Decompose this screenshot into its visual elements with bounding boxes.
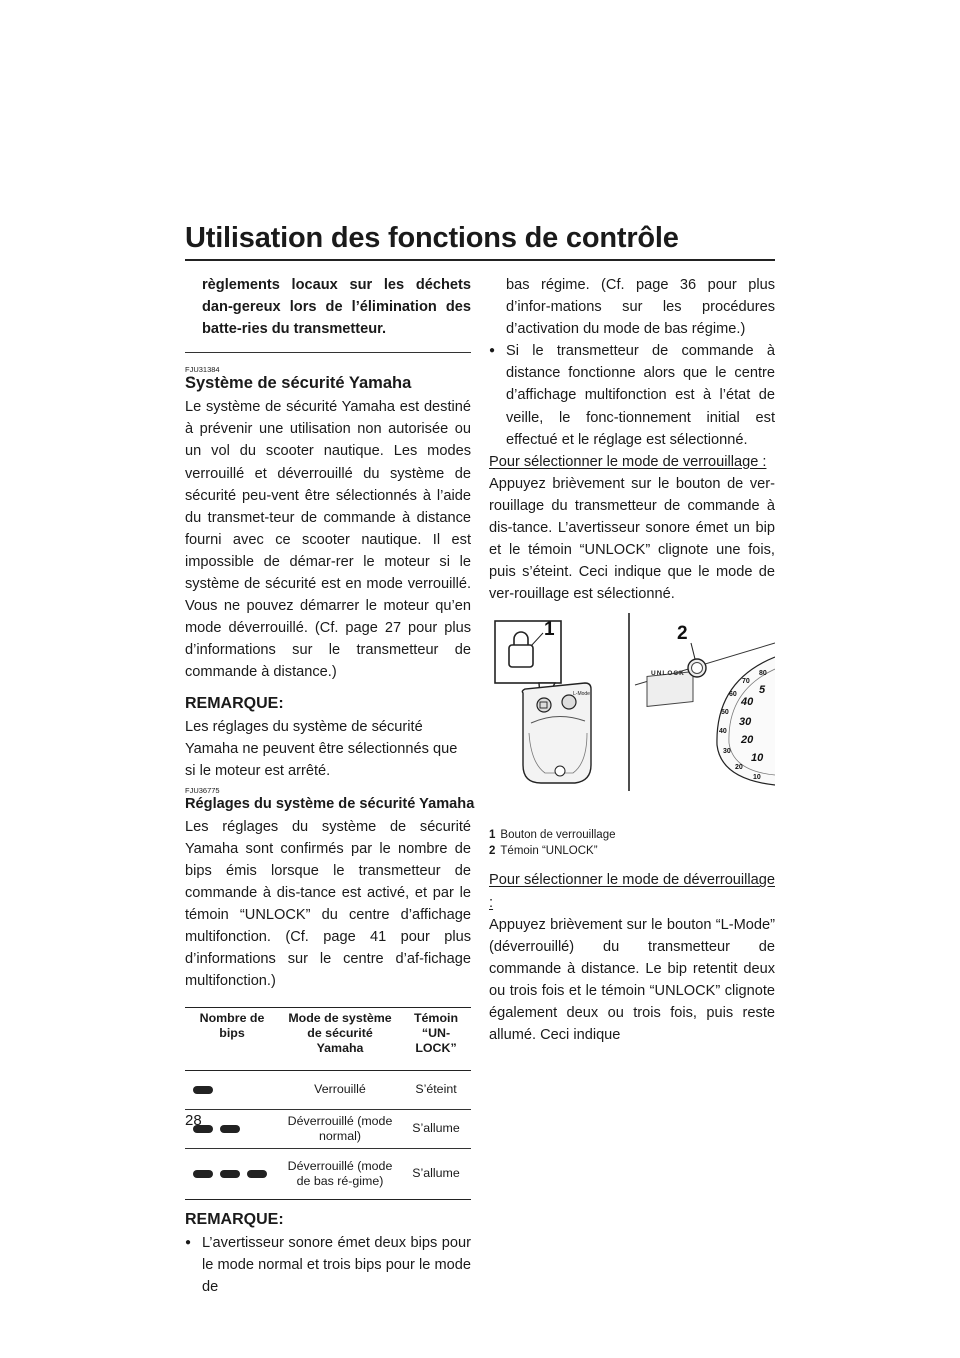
beep-icon [193,1170,213,1178]
section-code: FJU31384 [185,365,220,375]
table-cell: S’éteint [401,1070,471,1109]
table-header: Mode de système de sécurité Yamaha [279,1007,401,1070]
section-code: FJU36775 [185,785,220,795]
note-bullet: ● L’avertisseur sonore émet deux bips pour le mode normal et trois bips pour le mode de [185,1232,471,1298]
page-title: Utilisation des fonctions de contrôle [185,222,679,254]
left-column [185,274,475,1298]
section-body-settings: Les réglages du système de sécurité Yamaha sont confirmés par le nombre de bips émis lorsque le transmetteur de commande à dis-tance est activé, et par le témoin “UNLOCK” du centre d’affichage multifonction. (Cf. page 41 pour plus d’informations sur le centre d’af-fichage multifonction.) [185,818,471,990]
lock-heading: Pour sélectionner le mode de verrouillage : [489,453,767,470]
scale-label: 30 [739,716,752,729]
title-rule [185,259,775,261]
scale-label: 80 [759,670,767,678]
scale-label: 5 [759,684,766,697]
note-text: Les réglages du système de sécurité Yamaha ne peuvent être sélectionnés que si le moteur est arrêté. [185,718,458,779]
page-number: 28 [185,1112,202,1129]
bullet-continuation: bas régime. (Cf. page 36 pour plus d’infor-mations sur les procédures d’activation du mode de bas régime.) [506,277,775,338]
unlock-label: UNLOCK [651,670,685,678]
unlock-body: Appuyez brièvement sur le bouton “L-Mode” (déverrouillé) du transmetteur de commande à distance. Le bip retentit deux ou trois fois et le témoin “UNLOCK” clignote également deux ou trois fois, puis reste allumé. Ceci indique [489,916,775,1044]
right-column [489,274,775,1046]
scale-label: 10 [753,774,761,782]
remote-transmitter [522,683,591,783]
caption-item: 1 Bouton de verrouillage [489,829,616,842]
unlock-heading: Pour sélectionner le mode de déverrouillage : [489,872,775,911]
scale-label: 60 [729,691,737,699]
remote-and-panel-figure [489,613,775,823]
scale-label: 20 [735,764,743,772]
beep-indicator [185,1070,279,1109]
table-row [185,1109,471,1148]
table-cell: Verrouillé [279,1070,401,1109]
remote-label: L-Mode [573,691,590,698]
figure-illustration [489,613,775,823]
table-cell: Déverrouillé (mode normal) [279,1109,401,1148]
figure-caption [489,827,775,859]
table-row [185,1148,471,1199]
scale-label: 40 [741,696,754,709]
scale-label: 20 [741,734,754,747]
table-header: Témoin “UN-LOCK” [401,1007,471,1070]
scale-label: 50 [721,709,729,717]
beep-icon [193,1086,213,1094]
note-heading: REMARQUE: [185,694,284,712]
note-bullet: ● Si le transmetteur de commande à distance fonctionne alors que le centre d’affichage multifonction est à l’état de veille, le fonc-tionnement initial est effectué et le réglage est sélectionné. [489,340,775,450]
callout-1: 1 [544,619,555,641]
table-cell: Déverrouillé (mode de bas ré-gime) [279,1148,401,1199]
table-cell: S’allume [401,1148,471,1199]
section-heading-settings: Réglages du système de sécurité Yamaha [185,795,475,812]
dashboard-panel [635,623,775,785]
scale-label: 40 [719,728,727,736]
scale-label: 70 [742,678,750,686]
beep-icon [220,1125,240,1133]
beep-icon [247,1170,267,1178]
beep-indicator [185,1148,279,1199]
scale-label: 30 [723,748,731,756]
section-heading-security: Système de sécurité Yamaha [185,374,412,393]
table-cell: S’allume [401,1109,471,1148]
callout-2: 2 [677,623,688,645]
lock-body: Appuyez brièvement sur le bouton de ver-rouillage du transmetteur de commande à dis-tance. L’avertisseur sonore émet un bip et le témoin “UNLOCK” clignote une fois, puis s’éteint. Ceci indique que le mode de ver-rouillage est sélectionné. [489,475,775,603]
table-row [185,1070,471,1109]
section-body-security: Le système de sécurité Yamaha est destiné à prévenir une utilisation non autorisée ou un vol du scooter nautique. Les modes verrouillé et déverrouillé du système de sécurité peu-vent être sélectionnés à l’aide du transmet-teur de commande à distance fourni avec ce scooter nautique. Il est impossible de démar-rer le moteur si le système de sécurité est en mode verrouillé. Vous ne pouvez démarrer le moteur qu’en mode déverrouillé. (Cf. page 27 pour plus d’informations sur le transmetteur de commande à distance.) [185,399,471,681]
caption-item: 2 Témoin “UNLOCK” [489,845,598,858]
warning-tail: règlements locaux sur les déchets dan-gereux lors de l’élimination des batte-ries du transmetteur. [185,274,471,353]
note-heading: REMARQUE: [185,1210,284,1228]
scale-label: 10 [751,752,764,765]
beeps-table [185,1007,471,1200]
table-header: Nombre de bips [185,1007,279,1070]
beep-icon [220,1170,240,1178]
